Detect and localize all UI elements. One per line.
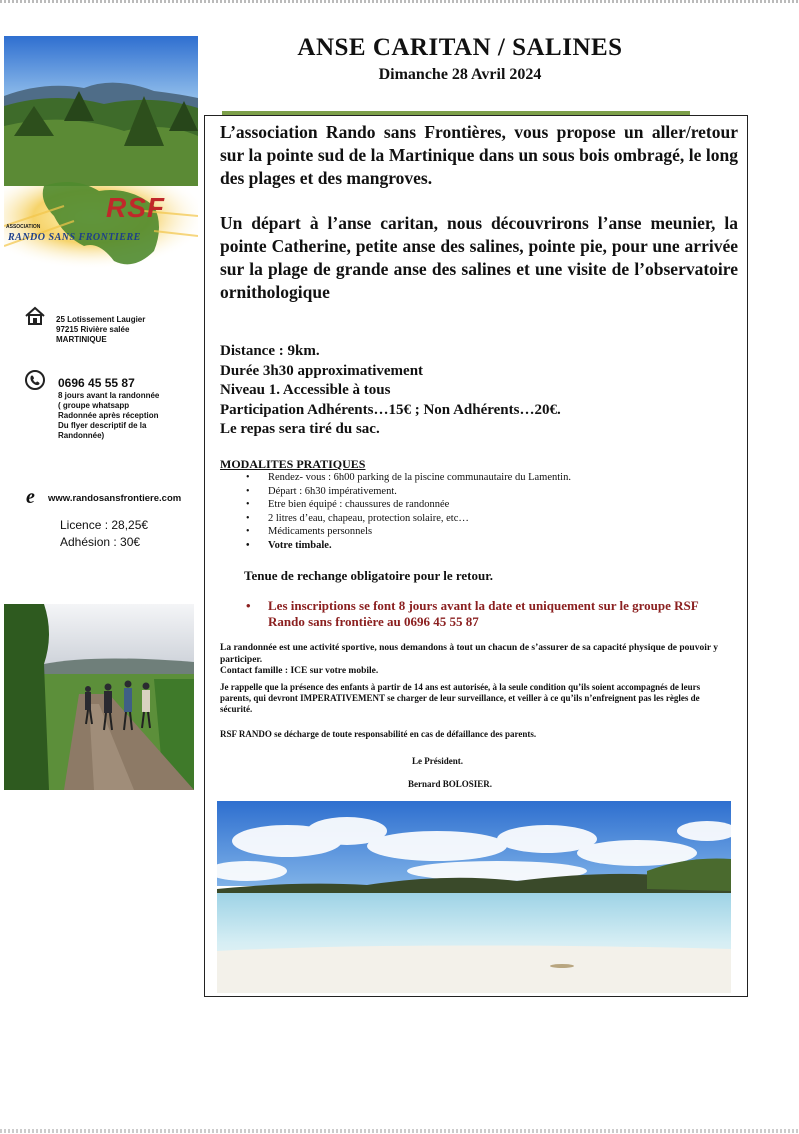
signature-role: Le Président. <box>412 756 463 766</box>
note-disclaimer: RSF RANDO se décharge de toute responsabilité en cas de défaillance des parents. <box>220 729 537 739</box>
note-children: Je rappelle que la présence des enfants à partir de 14 ans est autorisée, à la seule condition qu’ils soient accompagnés de leurs parents, qui devront IMPERATIVEMENT se charger de leur surveillance, et veiller à ce qu’ils n’enfreignent pas les règles de sécurité. <box>220 682 701 714</box>
phone-note <box>58 391 198 441</box>
signature-name: Bernard BOLOSIER. <box>408 779 493 789</box>
address-block <box>56 315 196 345</box>
event-date: Dimanche 28 Avril 2024 <box>378 66 542 83</box>
tenue-notice: Tenue de rechange obligatoire pour le retour. <box>244 568 494 583</box>
licence-fee: Licence : 28,25€ <box>60 518 149 532</box>
note-contact: Contact famille : ICE sur votre mobile. <box>220 666 379 676</box>
modalites-heading: MODALITES PRATIQUES <box>220 457 366 471</box>
phone-note-line: Du flyer descriptif de la <box>58 421 147 430</box>
list-item: • Votre timbale. <box>246 539 716 553</box>
intro-paragraph-1: L’association Rando sans Frontières, vous propose un aller/retour sur la pointe sud de la Martinique dans un sous bois ombragé, le long des plages et des mangroves. <box>220 122 738 188</box>
list-item: • Etre bien équipé : chaussures de randonnée <box>246 498 716 512</box>
hike-details <box>220 342 738 440</box>
web-icon: e <box>26 486 35 508</box>
adhesion-fee: Adhésion : 30€ <box>60 535 141 549</box>
detail-price: Participation Adhérents…15€ ; Non Adhérents…20€. <box>220 401 561 418</box>
phone-number: 0696 45 55 87 <box>58 376 135 390</box>
hikers-photo <box>4 604 194 790</box>
note-sport: La randonnée est une activité sportive, nous demandons à tout un chacun de s’assurer de sa capacité physique de pouvoir y participer. <box>220 643 719 665</box>
list-item: • Rendez- vous : 6h00 parking de la piscine communautaire du Lamentin. <box>246 471 716 485</box>
detail-meal: Le repas sera tiré du sac. <box>220 421 380 437</box>
inscription-notice <box>246 598 726 630</box>
top-edge-dots <box>0 0 799 3</box>
intro-text <box>220 121 738 304</box>
address-line: 25 Lotissement Laugier <box>56 315 146 324</box>
website-link[interactable]: www.randosansfrontiere.com <box>48 493 182 504</box>
modalites-list <box>246 471 716 552</box>
bullet-icon: • <box>246 598 251 613</box>
logo-brand: RSF <box>106 192 165 223</box>
phone-note-line: Randonnée) <box>58 431 105 440</box>
sidebar-logo-photo <box>4 36 198 274</box>
list-item: • Médicaments personnels <box>246 525 716 539</box>
bottom-edge-dots <box>0 1129 799 1133</box>
phone-note-line: ( groupe whatsapp <box>58 401 130 410</box>
list-item: • Départ : 6h30 impérativement. <box>246 485 716 499</box>
logo-small-caption: ASSOCIATION <box>6 224 41 230</box>
phone-note-line: 8 jours avant la randonnée <box>58 391 160 400</box>
address-line: 97215 Rivière salée <box>56 325 130 334</box>
inscription-text: Les inscriptions se font 8 jours avant la date et uniquement sur le groupe RSF Rando sans frontière au 0696 45 55 87 <box>268 598 699 629</box>
logo-name: RANDO SANS FRONTIERE <box>8 232 141 243</box>
detail-duration: Durée 3h30 approximativement <box>220 362 424 379</box>
page-title: ANSE CARITAN / SALINES <box>297 34 623 61</box>
phone-icon <box>24 369 46 391</box>
address-line: MARTINIQUE <box>56 335 107 344</box>
home-icon <box>24 306 46 326</box>
list-item: • 2 litres d’eau, chapeau, protection solaire, etc… <box>246 512 716 526</box>
notes-block <box>220 643 732 678</box>
beach-photo <box>217 801 731 993</box>
intro-paragraph-2: Un départ à l’anse caritan, nous découvrirons l’anse meunier, la pointe Catherine, petite anse des salines, pointe pie, pour une arrivée sur la plage de grande anse des salines et une visite de l’observatoire ornithologique <box>220 213 738 302</box>
phone-note-line: Radonnée après réception <box>58 411 159 420</box>
detail-distance: Distance : 9km. <box>220 343 320 359</box>
detail-level: Niveau 1. Accessible à tous <box>220 382 391 398</box>
